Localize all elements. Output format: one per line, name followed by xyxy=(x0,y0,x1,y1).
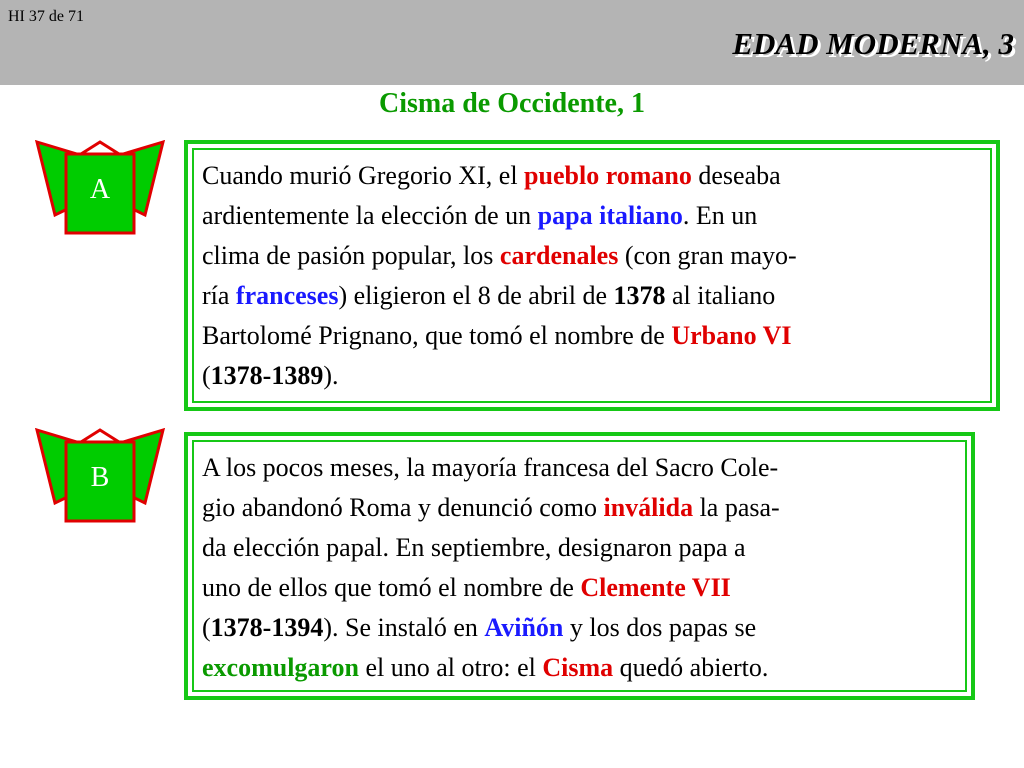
header-bar xyxy=(0,0,1024,85)
highlighted-term: 1378-1389 xyxy=(210,361,324,390)
text-line xyxy=(202,276,988,316)
highlighted-term: Aviñón xyxy=(484,613,564,642)
text-segment: clima de pasión popular, los xyxy=(202,241,500,270)
highlighted-term: excomulgaron xyxy=(202,653,359,682)
highlighted-term: inválida xyxy=(603,493,694,522)
section-a-letter: A xyxy=(89,174,111,205)
text-segment: A los pocos meses, la mayoría francesa del Sacro Cole- xyxy=(202,453,779,482)
text-segment: y los dos papas se xyxy=(563,613,757,642)
text-line xyxy=(202,648,963,688)
text-line xyxy=(202,608,963,648)
header-title: EDAD MODERNA, 3 xyxy=(732,26,1014,61)
section-b-badge xyxy=(35,428,165,523)
text-line xyxy=(202,196,988,236)
section-a-badge xyxy=(35,140,165,235)
text-segment: gio abandonó Roma y denunció como xyxy=(202,493,604,522)
text-segment: deseaba xyxy=(691,161,781,190)
text-segment: uno de ellos que tomó el nombre de xyxy=(202,573,581,602)
text-line xyxy=(202,156,988,196)
text-segment: la pasa- xyxy=(693,493,780,522)
text-segment: quedó abierto. xyxy=(613,653,769,682)
text-line xyxy=(202,488,963,528)
text-segment: ría xyxy=(202,281,236,310)
highlighted-term: 1378 xyxy=(613,281,666,310)
text-segment: ) eligieron el 8 de abril de xyxy=(338,281,614,310)
highlighted-term: pueblo romano xyxy=(524,161,692,190)
text-segment: ardientemente la elección de un xyxy=(202,201,538,230)
highlighted-term: papa italiano xyxy=(537,201,683,230)
text-segment: ). xyxy=(323,361,339,390)
text-segment: (con gran mayo- xyxy=(618,241,797,270)
highlighted-term: Cisma xyxy=(542,653,614,682)
text-segment: ). Se instaló en xyxy=(323,613,485,642)
text-line xyxy=(202,568,963,608)
text-line xyxy=(202,236,988,276)
text-segment: ( xyxy=(202,613,211,642)
highlighted-term: cardenales xyxy=(499,241,619,270)
section-b-letter: B xyxy=(90,462,110,493)
text-segment: ( xyxy=(202,361,211,390)
text-line xyxy=(202,356,988,396)
text-line xyxy=(202,448,963,488)
page-counter: HI 37 de 71 xyxy=(8,8,84,25)
highlighted-term: Urbano VI xyxy=(671,321,792,350)
section-a-panel xyxy=(184,140,1000,411)
text-segment: Bartolomé Prignano, que tomó el nombre de xyxy=(202,321,672,350)
highlighted-term: franceses xyxy=(235,281,339,310)
text-segment: Cuando murió Gregorio XI, el xyxy=(202,161,525,190)
slide-subtitle: Cisma de Occidente, 1 xyxy=(379,88,645,119)
text-segment: . En un xyxy=(682,201,758,230)
text-segment: da elección papal. En septiembre, designaron papa a xyxy=(202,533,746,562)
text-line xyxy=(202,316,988,356)
section-a-text xyxy=(202,156,988,396)
text-segment: el uno al otro: el xyxy=(358,653,543,682)
highlighted-term: Clemente VII xyxy=(580,573,731,602)
section-b-text xyxy=(202,448,963,688)
text-line xyxy=(202,528,963,568)
highlighted-term: 1378-1394 xyxy=(210,613,324,642)
section-b-panel xyxy=(184,432,975,700)
text-segment: al italiano xyxy=(665,281,776,310)
